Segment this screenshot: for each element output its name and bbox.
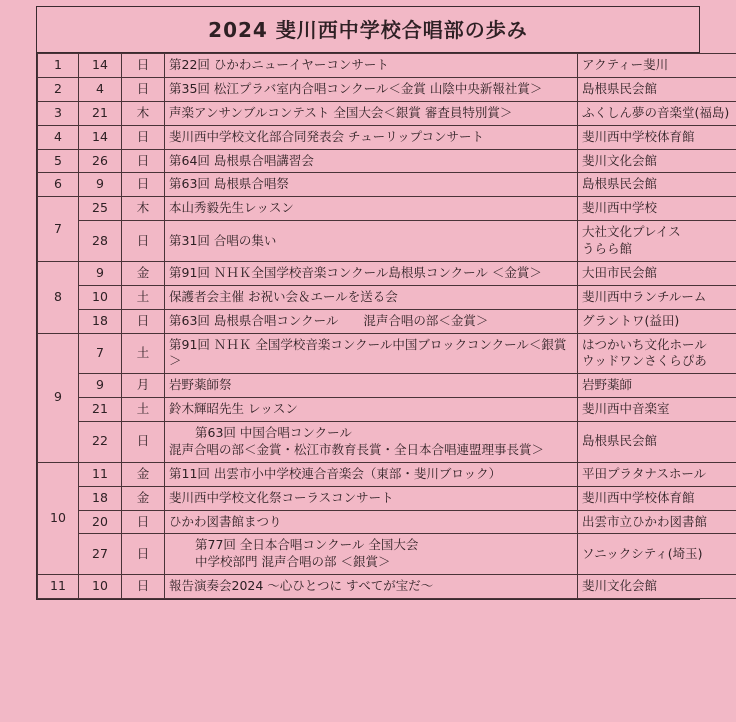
table-row xyxy=(38,173,736,197)
schedule-table xyxy=(37,53,736,599)
table-row xyxy=(38,221,736,262)
cell-month: 9 xyxy=(38,333,79,462)
cell-event: 斐川西中学校文化祭コーラスコンサート xyxy=(165,486,578,510)
cell-event: 鈴木輝昭先生 レッスン xyxy=(165,398,578,422)
place-line-1: 大社文化プレイス xyxy=(582,224,681,240)
table-row xyxy=(38,149,736,173)
cell-place: 島根県民会館 xyxy=(578,173,736,197)
cell-dow: 日 xyxy=(122,422,165,463)
table-row xyxy=(38,534,736,575)
cell-day: 21 xyxy=(79,398,122,422)
cell-place: 斐川文化会館 xyxy=(578,575,736,599)
cell-dow: 日 xyxy=(122,309,165,333)
cell-dow: 木 xyxy=(122,101,165,125)
cell-day: 9 xyxy=(79,374,122,398)
cell-day: 18 xyxy=(79,309,122,333)
cell-month: 5 xyxy=(38,149,79,173)
cell-dow: 日 xyxy=(122,77,165,101)
cell-day: 18 xyxy=(79,486,122,510)
cell-event: 第31回 合唱の集い xyxy=(165,221,578,262)
cell-place: 斐川西中音楽室 xyxy=(578,398,736,422)
table-row xyxy=(38,486,736,510)
cell-event: 第64回 島根県合唱講習会 xyxy=(165,149,578,173)
event-line-2: 混声合唱の部＜金賞・松江市教育長賞・全日本合唱連盟理事長賞＞ xyxy=(169,441,545,457)
cell-dow: 月 xyxy=(122,374,165,398)
table-row xyxy=(38,398,736,422)
cell-day: 9 xyxy=(79,173,122,197)
cell-event xyxy=(165,422,578,463)
cell-day: 28 xyxy=(79,221,122,262)
cell-place: 島根県民会館 xyxy=(578,422,736,463)
table-row xyxy=(38,422,736,463)
cell-day: 26 xyxy=(79,149,122,173)
cell-event: 第91回 ＮＨＫ 全国学校音楽コンクール中国ブロックコンクール＜銀賞＞ xyxy=(165,333,578,374)
cell-day: 14 xyxy=(79,54,122,78)
cell-dow: 日 xyxy=(122,54,165,78)
cell-dow: 木 xyxy=(122,197,165,221)
cell-dow: 金 xyxy=(122,462,165,486)
table-row xyxy=(38,575,736,599)
schedule-sheet xyxy=(36,6,730,600)
cell-day: 22 xyxy=(79,422,122,463)
cell-month: 6 xyxy=(38,173,79,197)
table-row xyxy=(38,309,736,333)
cell-dow: 日 xyxy=(122,173,165,197)
table-row xyxy=(38,125,736,149)
cell-dow: 日 xyxy=(122,149,165,173)
cell-day: 10 xyxy=(79,575,122,599)
cell-event: 斐川西中学校文化部合同発表会 チューリップコンサート xyxy=(165,125,578,149)
cell-month: 11 xyxy=(38,575,79,599)
cell-dow: 金 xyxy=(122,486,165,510)
table-row xyxy=(38,462,736,486)
cell-month: 2 xyxy=(38,77,79,101)
cell-place: アクティー斐川 xyxy=(578,54,736,78)
cell-day: 11 xyxy=(79,462,122,486)
cell-event: 第22回 ひかわニューイヤーコンサート xyxy=(165,54,578,78)
cell-dow: 日 xyxy=(122,575,165,599)
cell-month: 7 xyxy=(38,197,79,262)
cell-day: 10 xyxy=(79,285,122,309)
table-row xyxy=(38,285,736,309)
cell-event: 本山秀毅先生レッスン xyxy=(165,197,578,221)
cell-place: 岩野薬師 xyxy=(578,374,736,398)
cell-event: 保護者会主催 お祝い会＆エールを送る会 xyxy=(165,285,578,309)
table-row xyxy=(38,77,736,101)
cell-event: 第63回 島根県合唱コンクール 混声合唱の部＜金賞＞ xyxy=(165,309,578,333)
cell-place: ふくしん夢の音楽堂(福島) xyxy=(578,101,736,125)
place-line-2: ウッドワンさくらぴあ xyxy=(582,353,707,369)
cell-day: 21 xyxy=(79,101,122,125)
table-row xyxy=(38,510,736,534)
cell-month: 10 xyxy=(38,462,79,574)
cell-month: 8 xyxy=(38,261,79,333)
cell-day: 27 xyxy=(79,534,122,575)
cell-dow: 日 xyxy=(122,125,165,149)
cell-day: 9 xyxy=(79,261,122,285)
cell-day: 4 xyxy=(79,77,122,101)
table-row xyxy=(38,374,736,398)
cell-place: 斐川西中学校体育館 xyxy=(578,125,736,149)
event-line-2: 中学校部門 混声合唱の部 ＜銀賞＞ xyxy=(195,554,391,570)
cell-place: 出雲市立ひかわ図書館 xyxy=(578,510,736,534)
cell-month: 3 xyxy=(38,101,79,125)
place-line-2: うらら館 xyxy=(582,241,633,256)
cell-day: 7 xyxy=(79,333,122,374)
cell-place: 平田プラタナスホール xyxy=(578,462,736,486)
cell-dow: 金 xyxy=(122,261,165,285)
table-row xyxy=(38,197,736,221)
cell-dow: 日 xyxy=(122,534,165,575)
cell-event: 第11回 出雲市小中学校連合音楽会（東部・斐川ブロック） xyxy=(165,462,578,486)
cell-place xyxy=(578,221,736,262)
cell-place: 大田市民会館 xyxy=(578,261,736,285)
cell-place: ソニックシティ(埼玉) xyxy=(578,534,736,575)
event-line-1: 第77回 全日本合唱コンクール 全国大会 xyxy=(195,537,419,553)
cell-event: 第91回 ＮＨＫ全国学校音楽コンクール島根県コンクール ＜金賞＞ xyxy=(165,261,578,285)
cell-event: 声楽アンサンブルコンテスト 全国大会＜銀賞 審査員特別賞＞ xyxy=(165,101,578,125)
cell-event: 第35回 松江プラバ室内合唱コンクール＜金賞 山陰中央新報社賞＞ xyxy=(165,77,578,101)
place-line-1: はつかいち文化ホール xyxy=(582,336,707,352)
cell-day: 25 xyxy=(79,197,122,221)
event-line-1: 第63回 中国合唱コンクール xyxy=(195,425,352,440)
cell-dow: 日 xyxy=(122,221,165,262)
table-row xyxy=(38,101,736,125)
cell-dow: 土 xyxy=(122,285,165,309)
cell-place: 島根県民会館 xyxy=(578,77,736,101)
cell-day: 14 xyxy=(79,125,122,149)
cell-month: 4 xyxy=(38,125,79,149)
title-row xyxy=(37,7,699,53)
schedule-body xyxy=(38,54,736,599)
cell-place: 斐川西中学校 xyxy=(578,197,736,221)
cell-event: 報告演奏会2024 ～心ひとつに すべてが宝だ～ xyxy=(165,575,578,599)
cell-place: 斐川西中ランチルーム xyxy=(578,285,736,309)
cell-month: 1 xyxy=(38,54,79,78)
page-title: 2024 斐川西中学校合唱部の歩み xyxy=(208,18,528,42)
cell-place: グラントワ(益田) xyxy=(578,309,736,333)
cell-dow: 土 xyxy=(122,333,165,374)
cell-event: 第63回 島根県合唱祭 xyxy=(165,173,578,197)
cell-event: 岩野薬師祭 xyxy=(165,374,578,398)
cell-event xyxy=(165,534,578,575)
cell-place: 斐川西中学校体育館 xyxy=(578,486,736,510)
cell-place xyxy=(578,333,736,374)
table-row xyxy=(38,261,736,285)
cell-dow: 日 xyxy=(122,510,165,534)
cell-event: ひかわ図書館まつり xyxy=(165,510,578,534)
table-row xyxy=(38,333,736,374)
cell-place: 斐川文化会館 xyxy=(578,149,736,173)
cell-day: 20 xyxy=(79,510,122,534)
cell-dow: 土 xyxy=(122,398,165,422)
table-row xyxy=(38,54,736,78)
